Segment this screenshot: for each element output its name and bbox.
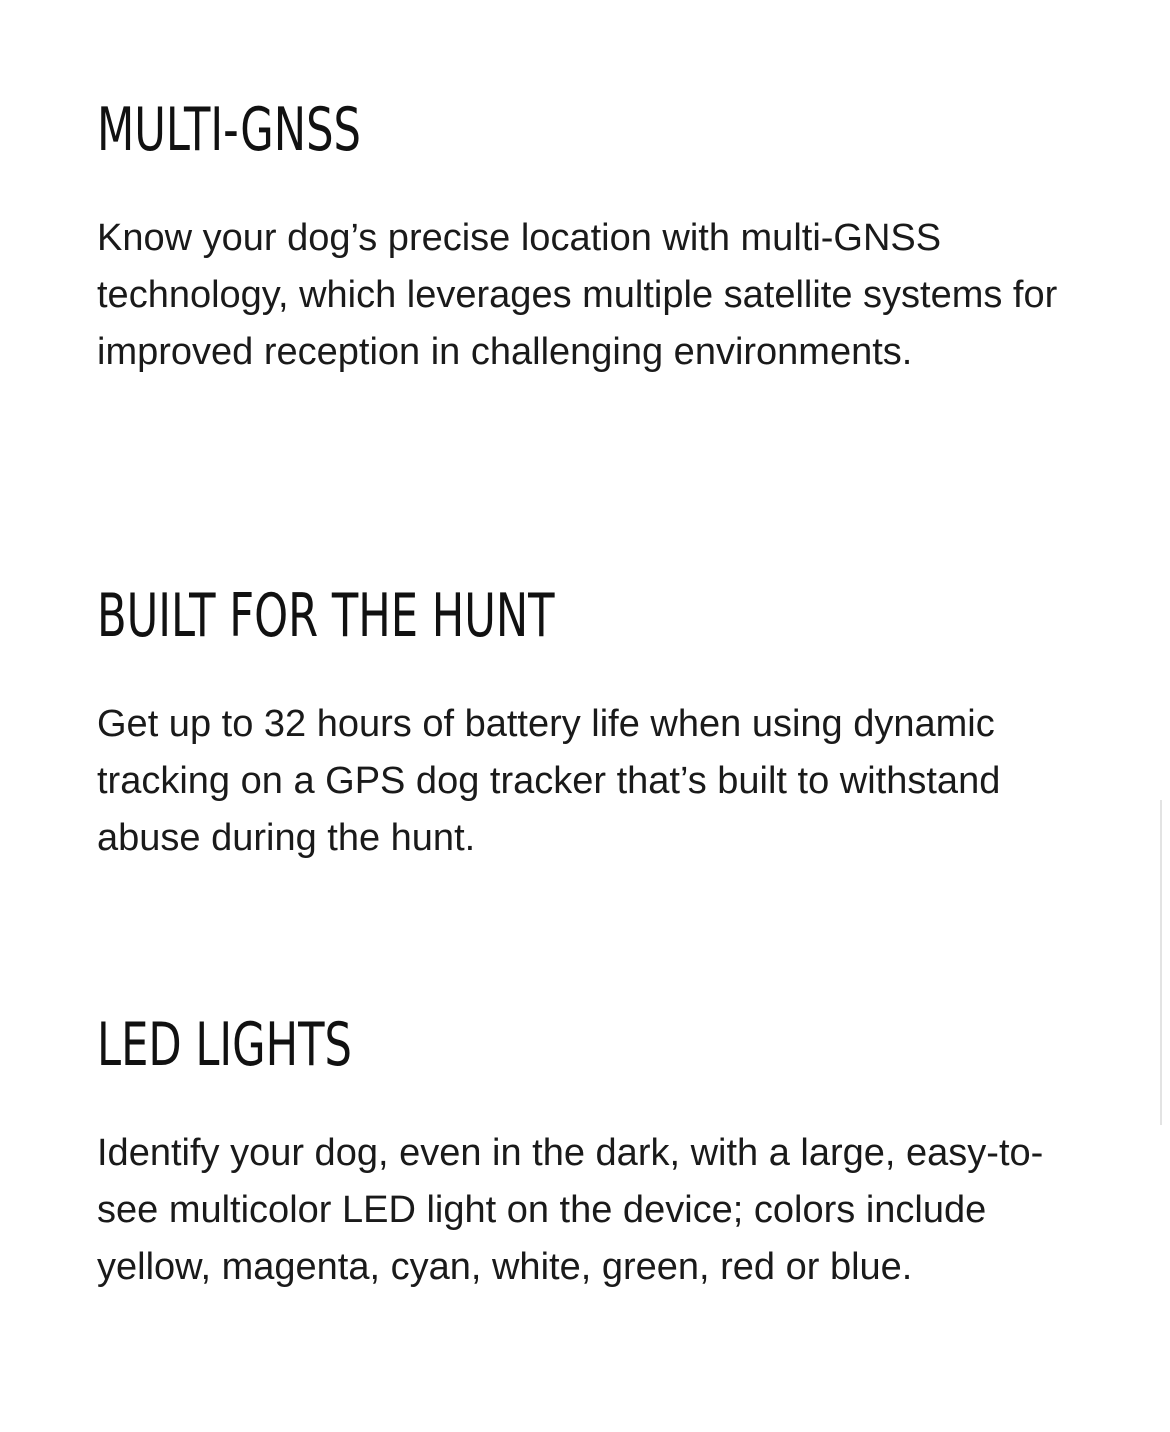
feature-description: Get up to 32 hours of battery life when using dynamic tracking on a GPS dog tracker that’s built to withstand abuse during the hunt.: [97, 703, 1001, 859]
scrollbar-track[interactable]: [1160, 800, 1170, 1125]
feature-section-led-lights: [97, 1009, 1087, 1296]
feature-heading: LED LIGHTS: [97, 1010, 352, 1080]
feature-section-multi-gnss: [97, 94, 1087, 381]
feature-heading: MULTI-GNSS: [97, 95, 361, 165]
feature-heading: BUILT FOR THE HUNT: [97, 581, 555, 651]
feature-description: Identify your dog, even in the dark, with a large, easy-to-see multicolor LED light on the device; colors include yellow, magenta, cyan, white, green, red or blue.: [97, 1132, 1044, 1288]
feature-section-built-for-the-hunt: [97, 580, 1087, 867]
feature-description: Know your dog’s precise location with multi-GNSS technology, which leverages multiple satellite systems for improved reception in challenging environments.: [97, 217, 1058, 373]
